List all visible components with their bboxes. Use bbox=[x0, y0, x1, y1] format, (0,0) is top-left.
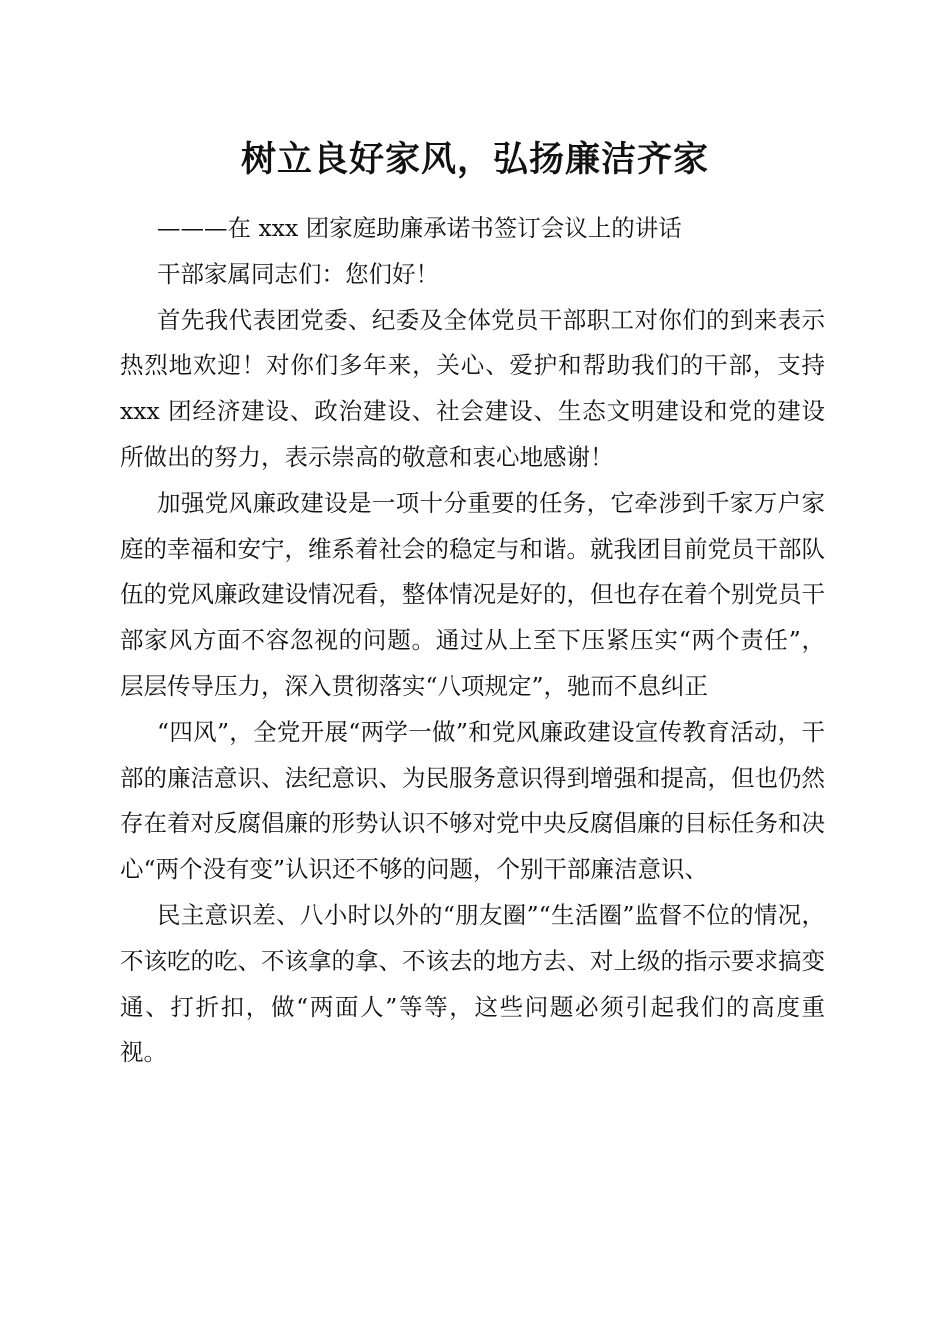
paragraph: 首先我代表团党委、纪委及全体党员干部职工对你们的到来表示热烈地欢迎！对你们多年来，关心、爱护和帮助我们的干部，支持 xxx 团经济建设、政治建设、社会建设、生态文明建设和党的建设所做出的努力，表示崇高的敬意和衷心地感谢！ bbox=[120, 305, 825, 471]
document-subtitle: ———在 xxx 团家庭助廉承诺书签订会议上的讲话 bbox=[157, 214, 682, 242]
paragraph: 加强党风廉政建设是一项十分重要的任务，它牵涉到千家万户家庭的幸福和安宁，维系着社会的稳定与和谐。就我团目前党员干部队伍的党风廉政建设情况看，整体情况是好的，但也存在着个别党员干部家风方面不容忽视的问题。通过从上至下压紧压实“两个责任”，层层传导压力，深入贯彻落实“八项规定”，驰而不息纠正 bbox=[120, 488, 825, 700]
paragraph: “四风”，全党开展“两学一做”和党风廉政建设宣传教育活动，干部的廉洁意识、法纪意识、为民服务意识得到增强和提高，但也仍然存在着对反腐倡廉的形势认识不够对党中央反腐倡廉的目标任务和决心“两个没有变”认识还不够的问题，个别干部廉洁意识、 bbox=[120, 717, 825, 884]
document-body bbox=[120, 206, 825, 1076]
greeting: 干部家属同志们：您们好！ bbox=[157, 259, 439, 288]
paragraph: 民主意识差、八小时以外的“朋友圈”“生活圈”监督不位的情况，不该吃的吃、不该拿的拿、不该去的地方去、对上级的指示要求搞变通、打折扣，做“两面人”等等，这些问题必须引起我们的高度重视。 bbox=[120, 900, 825, 1067]
document-title: 树立良好家风，弘扬廉洁齐家 bbox=[240, 139, 709, 180]
